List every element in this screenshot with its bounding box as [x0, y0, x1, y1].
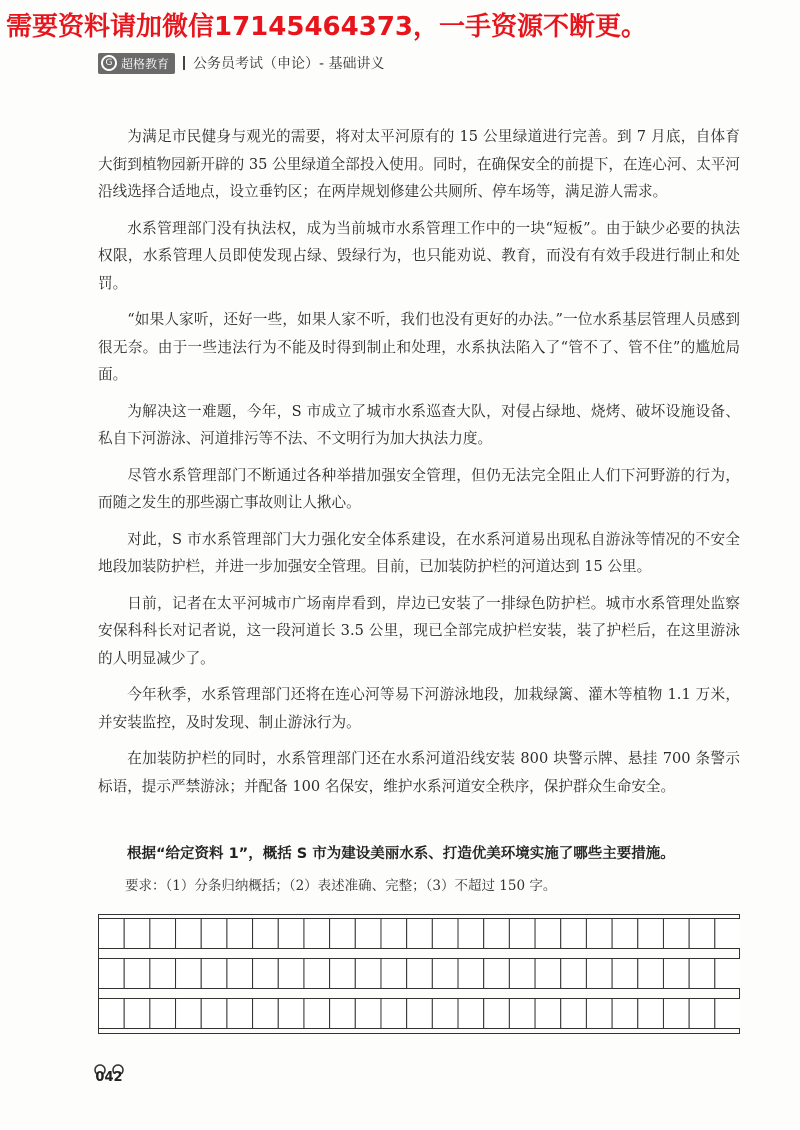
paragraph: 尽管水系管理部门不断通过各种举措加强安全管理，但仍无法完全阻止人们下河野游的行为，而随之发生的那些溺亡事故则让人揪心。: [98, 466, 740, 511]
answer-cell[interactable]: [407, 959, 433, 989]
answer-cell[interactable]: [509, 999, 535, 1029]
answer-cell[interactable]: [432, 919, 458, 949]
answer-cell[interactable]: [330, 999, 356, 1029]
answer-cell[interactable]: [715, 919, 740, 949]
material-text: [98, 123, 740, 809]
answer-cell[interactable]: [227, 959, 253, 989]
answer-cell[interactable]: [484, 919, 510, 949]
publisher-logo: [98, 53, 175, 74]
paragraph: 今年秋季，水系管理部门还将在连心河等易下河游泳地段，加栽绿篱、灌木等植物 1.1 万米，并安装监控，及时发现、制止游泳行为。: [98, 686, 740, 731]
answer-cell[interactable]: [304, 999, 330, 1029]
answer-cell[interactable]: [663, 959, 689, 989]
answer-cell[interactable]: [663, 919, 689, 949]
question-requirements: 要求：（1）分条归纳概括；（2）表述准确、完整；（3）不超过 150 字。: [125, 878, 557, 894]
answer-cell[interactable]: [407, 919, 433, 949]
page-number-badge: [94, 1064, 124, 1092]
answer-cell[interactable]: [227, 919, 253, 949]
answer-cell[interactable]: [586, 919, 612, 949]
answer-cell[interactable]: [227, 999, 253, 1029]
answer-cell[interactable]: [201, 919, 227, 949]
answer-cell[interactable]: [355, 959, 381, 989]
answer-cell[interactable]: [509, 919, 535, 949]
answer-cell[interactable]: [253, 959, 279, 989]
answer-cell[interactable]: [381, 919, 407, 949]
answer-cell[interactable]: [561, 999, 587, 1029]
paragraph: 为满足市民健身与观光的需要，将对太平河原有的 15 公里绿道进行完善。到 7 月底，自体育大街到植物园新开辟的 35 公里绿道全部投入使用。同时，在确保安全的前提下，在连心河、太平河沿线选择合适地点，设立垂钓区；在两岸规划修建公共厕所、停车场等，满足游人需求。: [98, 128, 740, 200]
answer-cell[interactable]: [124, 959, 150, 989]
header-title: 公务员考试（申论）- 基础讲义: [193, 56, 385, 72]
paragraph: 为解决这一难题，今年，S 市成立了城市水系巡查大队，对侵占绿地、烧烤、破坏设施设备、私自下河游泳、河道排污等不法、不文明行为加大执法力度。: [98, 402, 740, 447]
answer-cell[interactable]: [304, 919, 330, 949]
answer-cell[interactable]: [638, 959, 664, 989]
answer-cell[interactable]: [99, 999, 125, 1029]
answer-cell[interactable]: [278, 959, 304, 989]
answer-cell[interactable]: [586, 959, 612, 989]
answer-cell[interactable]: [176, 919, 202, 949]
answer-cell[interactable]: [176, 959, 202, 989]
paragraph: 在加装防护栏的同时，水系管理部门还在水系河道沿线安装 800 块警示牌、悬挂 700 条警示标语，提示严禁游泳；并配备 100 名保安，维护水系河道安全秩序，保护群众生命安全。: [98, 750, 740, 795]
answer-cell[interactable]: [612, 959, 638, 989]
answer-cell[interactable]: [458, 919, 484, 949]
answer-cell[interactable]: [612, 919, 638, 949]
answer-cell[interactable]: [458, 999, 484, 1029]
answer-cell[interactable]: [381, 959, 407, 989]
answer-cell[interactable]: [638, 999, 664, 1029]
answer-cell[interactable]: [99, 919, 125, 949]
paragraph: 日前，记者在太平河城市广场南岸看到，岸边已安装了一排绿色防护栏。城市水系管理处监察安保科科长对记者说，这一段河道长 3.5 公里，现已全部完成护栏安装，装了护栏后，在这里游泳的人明显减少了。: [98, 594, 740, 667]
answer-cell[interactable]: [278, 919, 304, 949]
answer-grid-lines: [98, 914, 740, 1034]
page-number: 042: [95, 1070, 123, 1085]
logo-mark-icon: G: [101, 55, 117, 71]
answer-cell[interactable]: [535, 919, 561, 949]
answer-cell[interactable]: [432, 959, 458, 989]
answer-cell[interactable]: [176, 999, 202, 1029]
answer-cell[interactable]: [484, 959, 510, 989]
answer-cell[interactable]: [124, 919, 150, 949]
answer-cell[interactable]: [535, 999, 561, 1029]
answer-cell[interactable]: [201, 999, 227, 1029]
answer-cell[interactable]: [663, 999, 689, 1029]
answer-cell[interactable]: [330, 919, 356, 949]
answer-cell[interactable]: [561, 959, 587, 989]
promo-banner: 需要资料请加微信17145464373，一手资源不断更。: [6, 12, 647, 42]
header-divider: [183, 56, 185, 70]
answer-cell[interactable]: [407, 999, 433, 1029]
logo-text: 超格教育: [121, 56, 170, 71]
answer-cell[interactable]: [278, 999, 304, 1029]
answer-cell[interactable]: [304, 959, 330, 989]
answer-cell[interactable]: [715, 999, 740, 1029]
answer-cell[interactable]: [509, 959, 535, 989]
answer-cell[interactable]: [458, 959, 484, 989]
answer-cell[interactable]: [124, 999, 150, 1029]
answer-cell[interactable]: [355, 999, 381, 1029]
answer-cell[interactable]: [432, 999, 458, 1029]
answer-cell[interactable]: [150, 919, 176, 949]
answer-cell[interactable]: [150, 959, 176, 989]
answer-cell[interactable]: [638, 919, 664, 949]
answer-grid[interactable]: [98, 914, 740, 1034]
answer-cell[interactable]: [484, 999, 510, 1029]
answer-cell[interactable]: [689, 919, 715, 949]
question-prompt: 根据“给定资料 1”，概括 S 市为建设美丽水系、打造优美环境实施了哪些主要措施。: [127, 846, 675, 862]
answer-cell[interactable]: [535, 959, 561, 989]
answer-cell[interactable]: [253, 919, 279, 949]
paragraph: “如果人家听，还好一些，如果人家不听，我们也没有更好的办法。”一位水系基层管理人员感到很无奈。由于一些违法行为不能及时得到制止和处理，水系执法陷入了“管不了、管不住”的尴尬局面。: [98, 311, 740, 383]
answer-cell[interactable]: [381, 999, 407, 1029]
answer-cell[interactable]: [689, 959, 715, 989]
answer-cell[interactable]: [561, 919, 587, 949]
answer-cell[interactable]: [150, 999, 176, 1029]
paragraph: 水系管理部门没有执法权，成为当前城市水系管理工作中的一块“短板”。由于缺少必要的执法权限，水系管理人员即使发现占绿、毁绿行为，也只能劝说、教育，而没有有效手段进行制止和处罚。: [98, 219, 740, 292]
answer-cell[interactable]: [99, 959, 125, 989]
answer-cell[interactable]: [355, 919, 381, 949]
paragraph: 对此，S 市水系管理部门大力强化安全体系建设，在水系河道易出现私自游泳等情况的不安全地段加装防护栏，并进一步加强安全管理。目前，已加装防护栏的河道达到 15 公里。: [98, 530, 740, 575]
answer-cell[interactable]: [689, 999, 715, 1029]
answer-cell[interactable]: [715, 959, 740, 989]
answer-cell[interactable]: [612, 999, 638, 1029]
answer-cell[interactable]: [586, 999, 612, 1029]
answer-cell[interactable]: [253, 999, 279, 1029]
page-header: [98, 52, 385, 74]
answer-cell[interactable]: [201, 959, 227, 989]
answer-cell[interactable]: [330, 959, 356, 989]
